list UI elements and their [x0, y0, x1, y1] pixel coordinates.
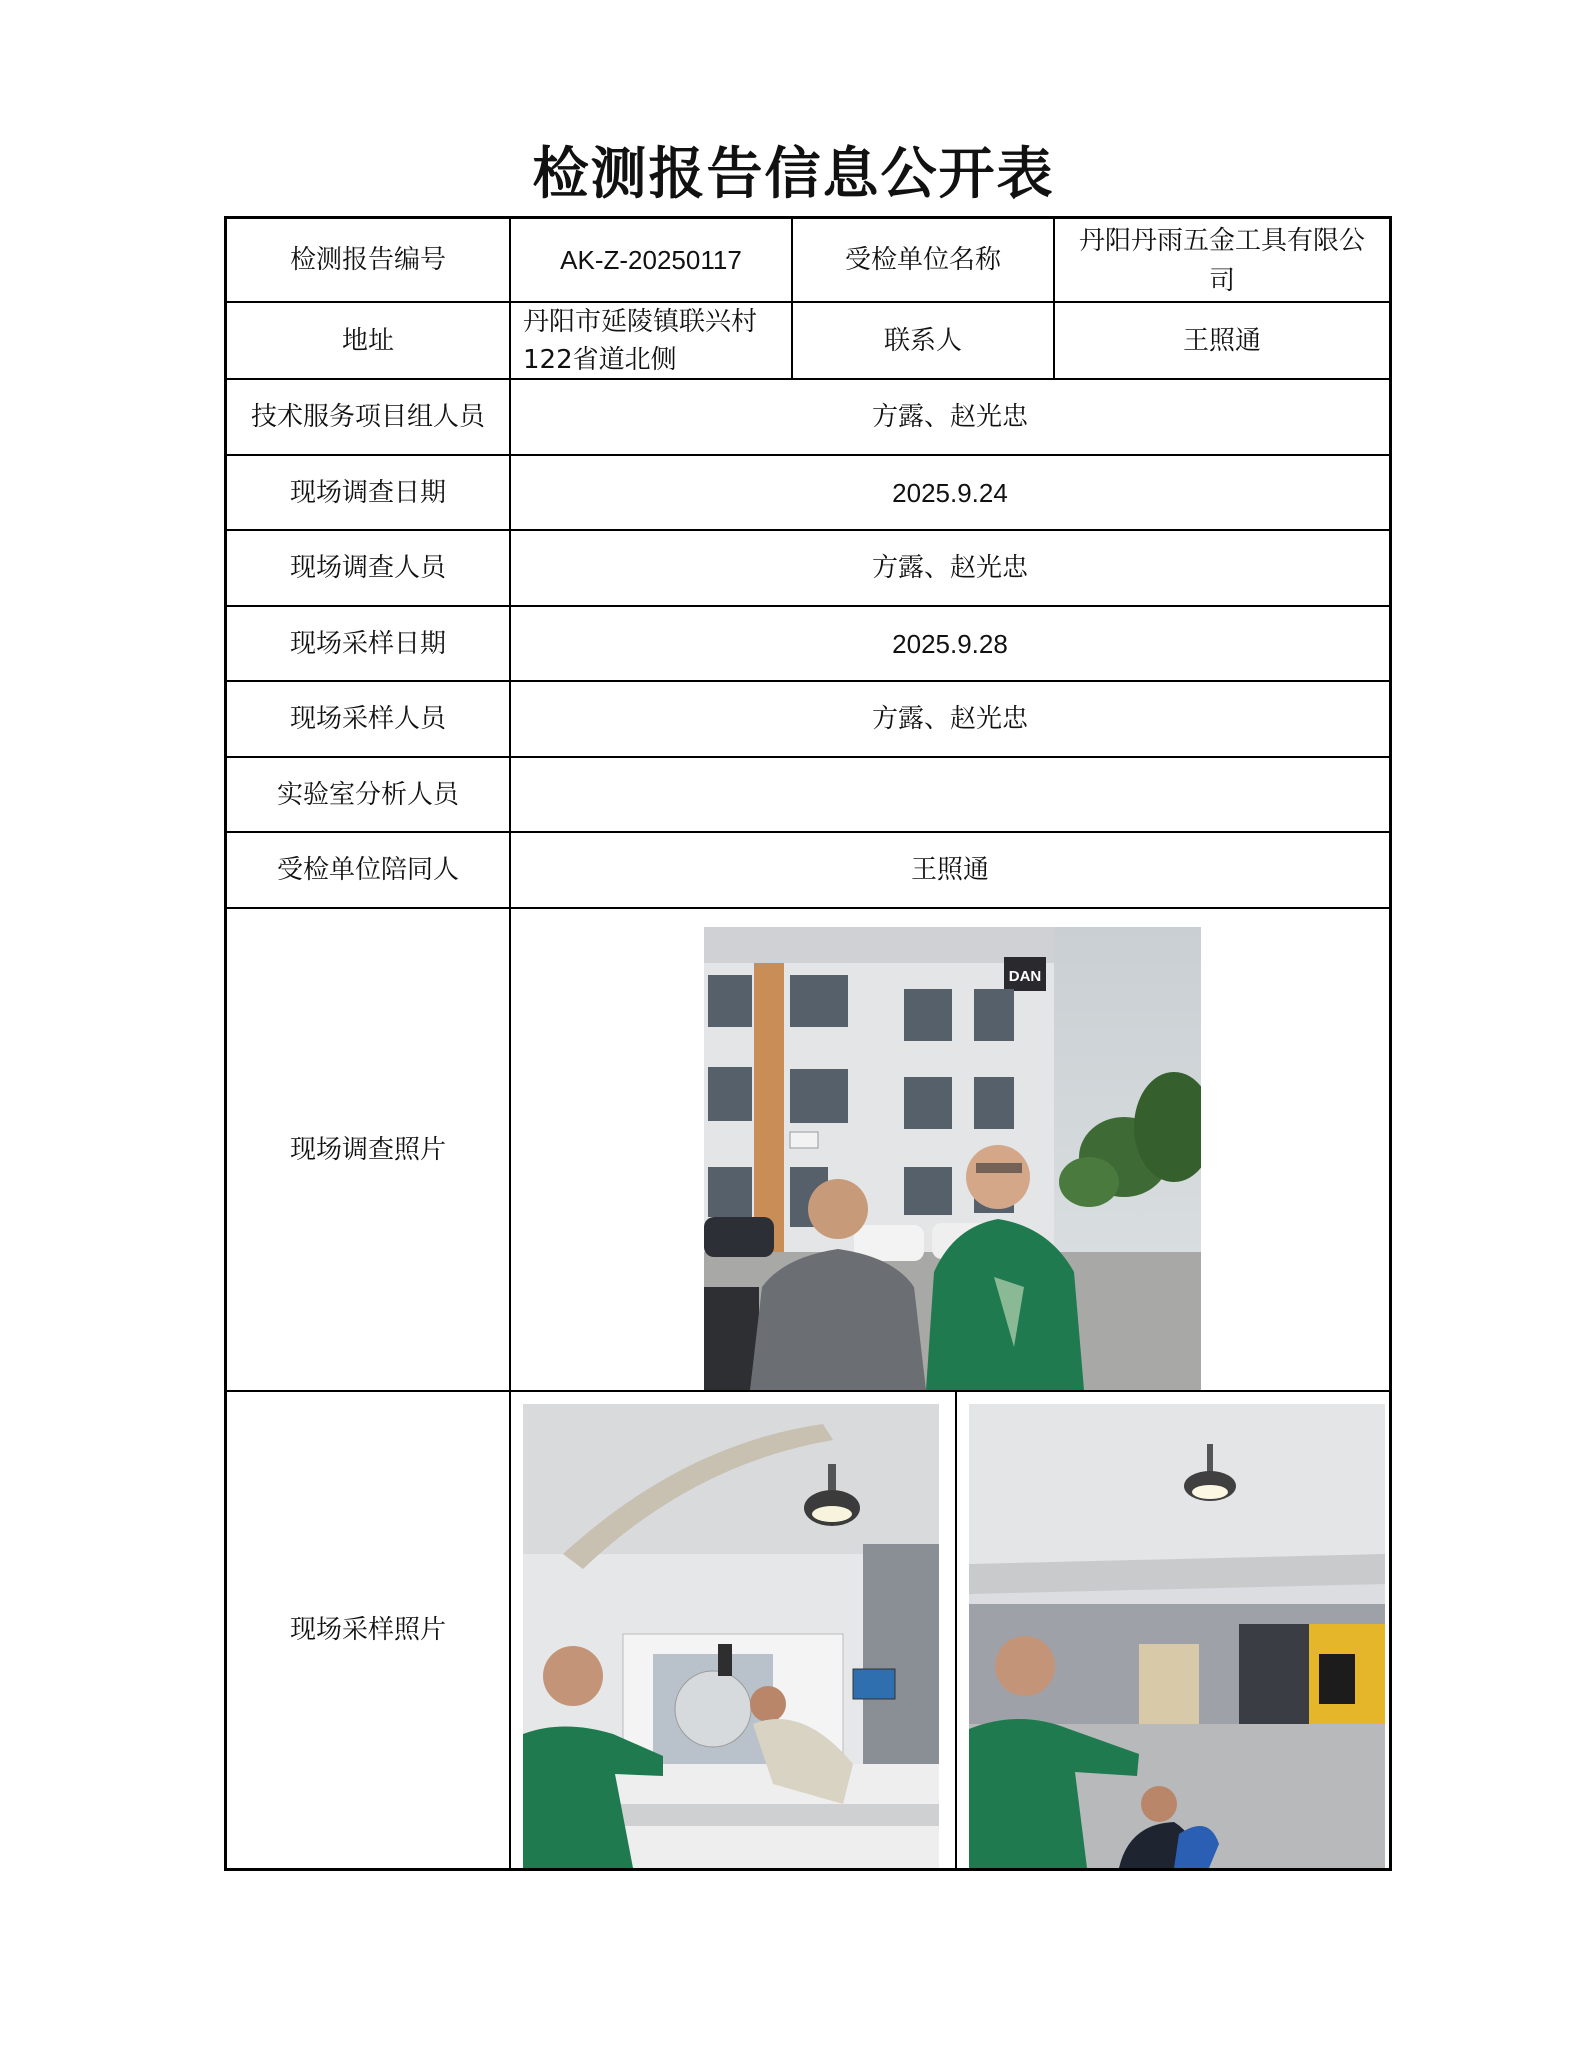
table-row — [227, 909, 1389, 1392]
sampling-photo-label: 现场采样照片 — [289, 1615, 446, 1645]
contact-value: 王照通 — [1053, 303, 1389, 378]
address-label: 地址 — [341, 325, 394, 356]
row-value: 方露、赵光忠 — [509, 682, 1389, 756]
info-table — [224, 216, 1392, 1871]
contact-label: 联系人 — [791, 303, 1053, 378]
table-row — [227, 380, 1389, 456]
row-label: 现场采样人员 — [289, 704, 446, 734]
row-value: 方露、赵光忠 — [509, 380, 1389, 454]
row-value: 2025.9.24 — [509, 456, 1389, 529]
table-row — [227, 219, 1389, 303]
address-value: 丹阳市延陵镇联兴村122省道北侧 — [509, 303, 791, 378]
building-sign: DAN — [1008, 968, 1042, 985]
row-label: 技术服务项目组人员 — [250, 402, 485, 432]
report-no-value: AK-Z-20250117 — [509, 219, 791, 301]
row-label: 实验室分析人员 — [276, 779, 459, 810]
row-value — [509, 758, 1389, 831]
table-row — [227, 682, 1389, 758]
row-label: 现场调查人员 — [289, 553, 446, 583]
row-label: 现场采样日期 — [289, 628, 446, 659]
table-row — [227, 303, 1389, 380]
sampling-photo-2 — [969, 1404, 1385, 1868]
table-row — [227, 607, 1389, 682]
table-row — [227, 1392, 1389, 1868]
survey-photo-label: 现场调查照片 — [289, 1134, 446, 1165]
page-title: 检测报告信息公开表 — [532, 142, 1055, 207]
row-value: 2025.9.28 — [509, 607, 1389, 680]
row-label: 受检单位陪同人 — [276, 855, 459, 885]
row-label: 现场调查日期 — [289, 477, 446, 508]
report-no-label: 检测报告编号 — [289, 245, 446, 275]
sampling-photo-1 — [523, 1404, 939, 1868]
table-row — [227, 758, 1389, 833]
unit-name-label: 受检单位名称 — [791, 219, 1053, 301]
unit-name-value: 丹阳丹雨五金工具有限公司 — [1053, 219, 1389, 301]
table-row — [227, 456, 1389, 531]
table-row — [227, 833, 1389, 909]
table-row — [227, 531, 1389, 607]
survey-photo — [704, 927, 1201, 1390]
row-value: 王照通 — [509, 833, 1389, 907]
row-value: 方露、赵光忠 — [509, 531, 1389, 605]
